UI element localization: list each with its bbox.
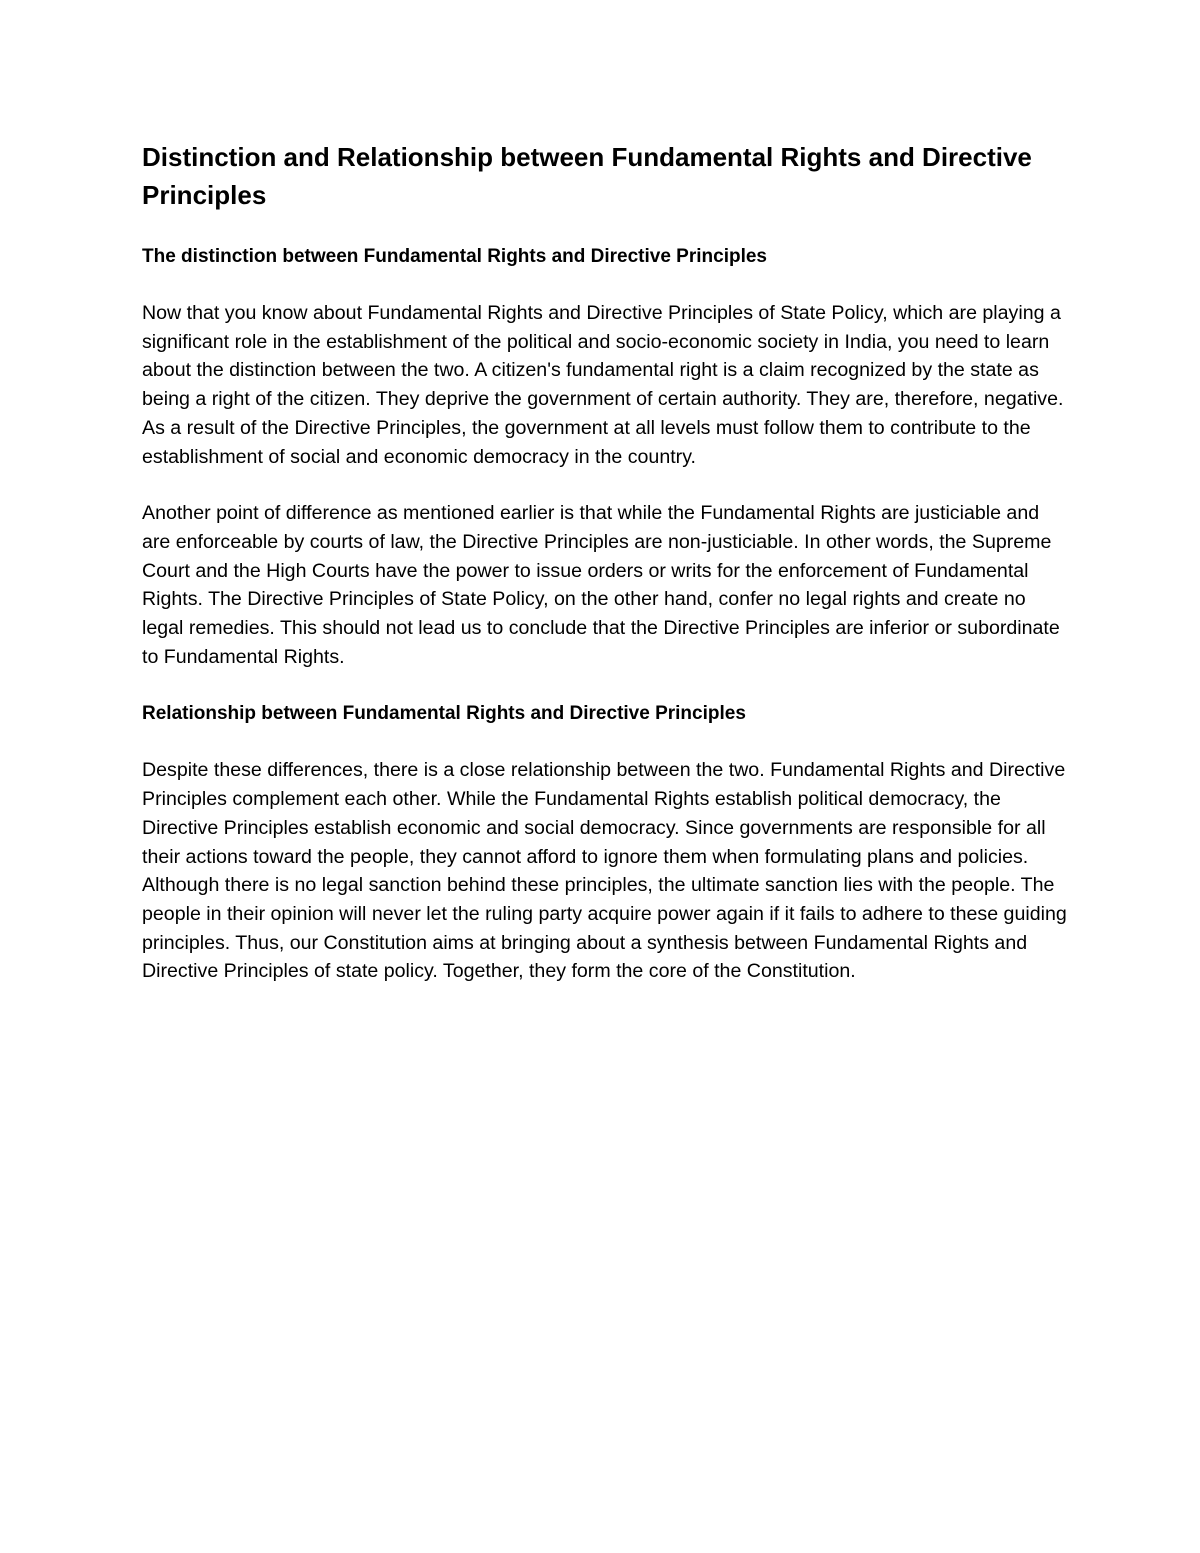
section-heading-relationship: Relationship between Fundamental Rights and Directive Principles (142, 703, 746, 725)
paragraph-relationship-1: Despite these differences, there is a close relationship between the two. Fundamental Rights and Directive Principles complement each other. While the Fundamental Rights establish political democracy, the Directive Principles establish economic and social democracy. Since governments are responsible for all their actions toward the people, they cannot afford to ignore them when formulating plans and policies. Although there is no legal sanction behind these principles, the ultimate sanction lies with the people. The people in their opinion will never let the ruling party acquire power again if it fails to adhere to these guiding principles. Thus, our Constitution aims at bringing about a synthesis between Fundamental Rights and Directive Principles of state policy. Together, they form the core of the Constitution. (142, 759, 1067, 983)
section-heading-distinction: The distinction between Fundamental Rights and Directive Principles (142, 246, 767, 267)
paragraph-distinction-2: Another point of difference as mentioned earlier is that while the Fundamental Rights are justiciable and are enforceable by courts of law, the Directive Principles are non-justiciable. In other words, the Supreme Court and the High Courts have the power to issue orders or writs for the enforcement of Fundamental Rights. The Directive Principles of State Policy, on the other hand, confer no legal rights and create no legal remedies. This should not lead us to conclude that the Directive Principles are inferior or subordinate to Fundamental Rights. (142, 502, 1060, 668)
document-title: Distinction and Relationship between Fundamental Rights and Directive Principles (142, 142, 1032, 210)
paragraph-distinction-1: Now that you know about Fundamental Rights and Directive Principles of State Policy, which are playing a significant role in the establishment of the political and socio-economic society in India, you need to learn about the distinction between the two. A citizen's fundamental right is a claim recognized by the state as being a right of the citizen. They deprive the government of certain authority. They are, therefore, negative. As a result of the Directive Principles, the government at all levels must follow them to contribute to the establishment of social and economic democracy in the country. (142, 302, 1064, 468)
document-page (142, 138, 1070, 986)
